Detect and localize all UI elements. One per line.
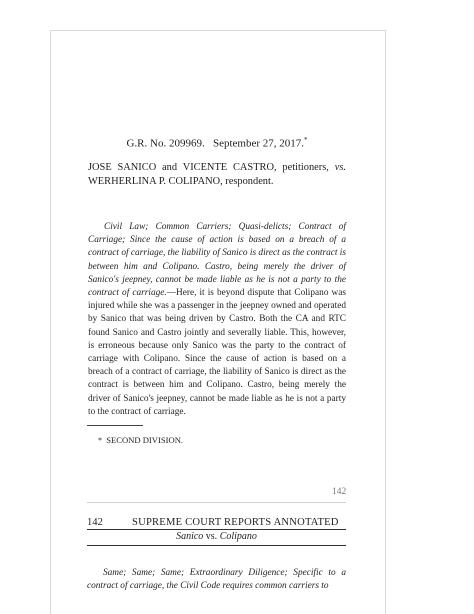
syllabus-body: —Here, it is beyond dispute that Colipano was injured while she was a passenger in the jeepney owned and operated by Sanico that was being driven by Castro. Both the CA and RTC found Sanico and Castro jointly and severally liable. This, however, is erroneous because only Sanico was the party to the contract of carriage with Colipano. Since the cause of action is based on a breach of a contract of carriage, the liability of Sanico is direct as the contract is between him and Colipano. Castro, being merely the driver of Sanico's jeepney, cannot be made liable as he is not a party to the contract of carriage. xyxy=(88,288,346,417)
case-short-title xyxy=(87,531,346,542)
versus: vs. xyxy=(334,162,346,173)
footnote-divider xyxy=(87,425,143,426)
running-head-title: SUPREME COURT REPORTS ANNOTATED xyxy=(132,517,339,528)
heading-footnote-mark: * xyxy=(304,136,308,144)
next-syllabus-paragraph: Same; Same; Same; Extraordinary Diligence; Specific to a contract of carriage, the Civil Code requires common carriers to xyxy=(87,568,346,592)
case-short-party-a: Sanico xyxy=(176,531,204,542)
syllabus-keywords: Civil Law; Common Carriers; Quasi-delicts; Contract of Carriage; Since the cause of action is based on a breach of a contract of carriage, the liability of Sanico is direct as the contract is between him and Colipano. Castro, being merely the driver of Sanico's jeepney, cannot be made liable as he is not a party to the contract of carriage. xyxy=(88,222,346,299)
running-head-rule-bottom xyxy=(87,545,346,546)
decision-date: September 27, 2017. xyxy=(212,137,305,150)
footnote xyxy=(98,435,183,445)
page-break-line xyxy=(87,502,346,503)
case-short-party-b: Colipano xyxy=(219,531,257,542)
case-heading xyxy=(50,136,384,150)
case-parties xyxy=(88,161,346,188)
gr-number: G.R. No. 209969. xyxy=(126,137,205,150)
syllabus-paragraph xyxy=(88,221,346,419)
case-short-versus: vs. xyxy=(205,531,218,542)
footnote-mark: * xyxy=(98,436,103,445)
running-head-page-number: 142 xyxy=(87,517,103,528)
footer-page-number: 142 xyxy=(332,487,347,497)
petitioners: JOSE SANICO and VICENTE CASTRO, petitioners, xyxy=(88,162,329,173)
running-head-rule-top xyxy=(87,529,346,530)
footnote-text: SECOND DIVISION. xyxy=(106,435,184,445)
respondent: WERHERLINA P. COLIPANO, respondent. xyxy=(88,175,274,187)
